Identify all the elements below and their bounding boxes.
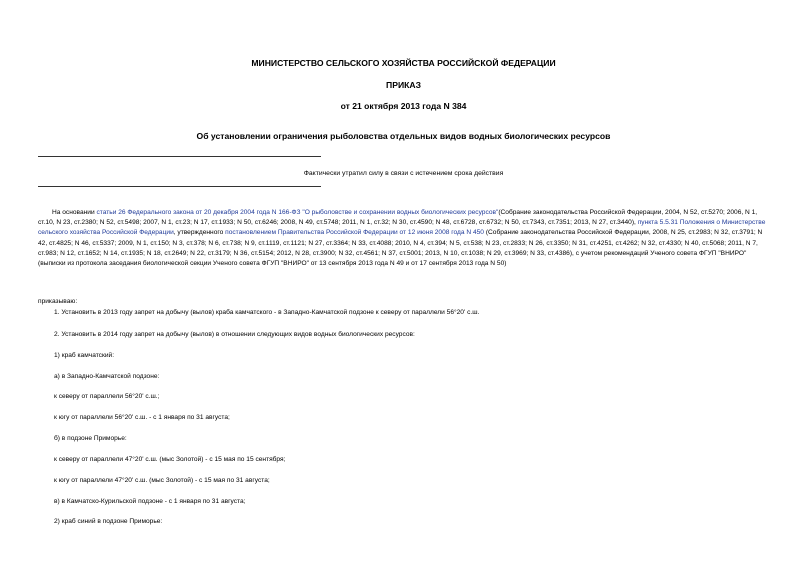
divider-top bbox=[38, 156, 321, 157]
list-item: к югу от параллели 47°20' с.ш. (мыс Золотой) - с 15 мая по 31 августа; bbox=[54, 477, 270, 484]
government-decree-link[interactable]: постановлением Правительства Российской Федерации от 12 июня 2008 года N 450 bbox=[225, 229, 484, 237]
list-item: б) в подзоне Приморье: bbox=[54, 435, 127, 442]
preamble-paragraph bbox=[38, 208, 773, 269]
list-item: 1) краб камчатский: bbox=[54, 352, 115, 359]
list-item: к северу от параллели 56°20' с.ш.; bbox=[54, 393, 160, 400]
list-item: 1. Установить в 2013 году запрет на добычу (вылов) краба камчатского - в Западно-Камчатской подзоне к северу от параллели 56°20' с.ш. bbox=[54, 309, 480, 316]
divider-bottom bbox=[38, 186, 321, 187]
preamble-text-4: (Собрание законодательства Российской Федерации, 2008, N 25, ст.2983; N 32, ст.3791; N 42, ст.4825; N 46, ст.5337; 2009, N 1, ст.150; N 3, ст.378; N 6, ст.738; N 9, ст.1119, ст.1121; N 27, ст.3364; N 33, ст.4088; 2010, N 4, ст.394; N 5, ст.538; N 23, ст.2833; N 26, ст.3350; N 31, ст.4251, ст.4262; N 32, ст.4330; N 40, ст.5068; 2011, N 7, ст.983; N 12, ст.1652; N 14, ст.1935; N 18, ст.2649; N 22, ст.3179; N 36, ст.5154; 2012, N 28, ст.3900; N 32, ст.4561; N 37, ст.5001; 2013, N 10, ст.1038; N 29, ст.3969; N 33, ст.4386), с учетом рекомендаций Ученого совета ФГУП "ВНИРО" (выписки из протокола заседания биологической секции Ученого совета ФГУП "ВНИРО" от 13 сентября 2013 года N 49 и от 17 сентября 2013 года N 50) bbox=[38, 229, 763, 268]
list-item: 2) краб синий в подзоне Приморье: bbox=[54, 518, 163, 525]
law-link[interactable]: статьи 26 Федерального закона от 20 декабря 2004 года N 166-ФЗ "О рыболовстве и сохранении водных биологических ресурсов" bbox=[96, 209, 499, 216]
list-item: к югу от параллели 56°20' с.ш. - с 1 января по 31 августа; bbox=[54, 414, 230, 421]
status-note: Фактически утратил силу в связи с истечением срока действия bbox=[303, 170, 504, 177]
list-item: в) в Камчатско-Курильской подзоне - с 1 января по 31 августа; bbox=[54, 498, 246, 505]
preamble-text-2: (Собрание законодательства Российской Федерации, 2004, N 52, ст.5270; 2006, N 1, ст.10, N 23, ст.2380; N 52, ст.5498; 2007, N 1, ст.23; N 17, ст.1933; N 50, ст.6246; 2008, N 49, ст.5748; 2011, N 1, ст.32; N 30, ст.4590; N 48, ст.6728, ст.6732; N 50, ст.7343, ст.7351; 2013, N 27, ст.3440), bbox=[38, 209, 758, 227]
order-word: приказываю: bbox=[38, 298, 78, 305]
preamble-text-1: На основании bbox=[52, 209, 97, 216]
list-item: 2. Установить в 2014 году запрет на добычу (вылов) в отношении следующих видов водных биологических ресурсов: bbox=[54, 331, 415, 338]
list-item: к северу от параллели 47°20' с.ш. (мыс Золотой) - с 15 мая по 15 сентября; bbox=[54, 456, 286, 463]
subject-heading: Об установлении ограничения рыболовства отдельных видов водных биологических ресурсов bbox=[196, 131, 611, 141]
preamble-text-3: , утвержденного bbox=[173, 229, 226, 237]
ministry-heading: МИНИСТЕРСТВО СЕЛЬСКОГО ХОЗЯЙСТВА РОССИЙСКОЙ ФЕДЕРАЦИИ bbox=[251, 58, 556, 68]
list-item: а) в Западно-Камчатской подзоне: bbox=[54, 373, 160, 380]
document-type-heading: ПРИКАЗ bbox=[386, 80, 421, 90]
date-number-heading: от 21 октября 2013 года N 384 bbox=[340, 101, 467, 111]
regulation-link[interactable]: пункта 5.5.31 Положения о Министерстве сельского хозяйства Российской Федерации bbox=[38, 219, 766, 237]
